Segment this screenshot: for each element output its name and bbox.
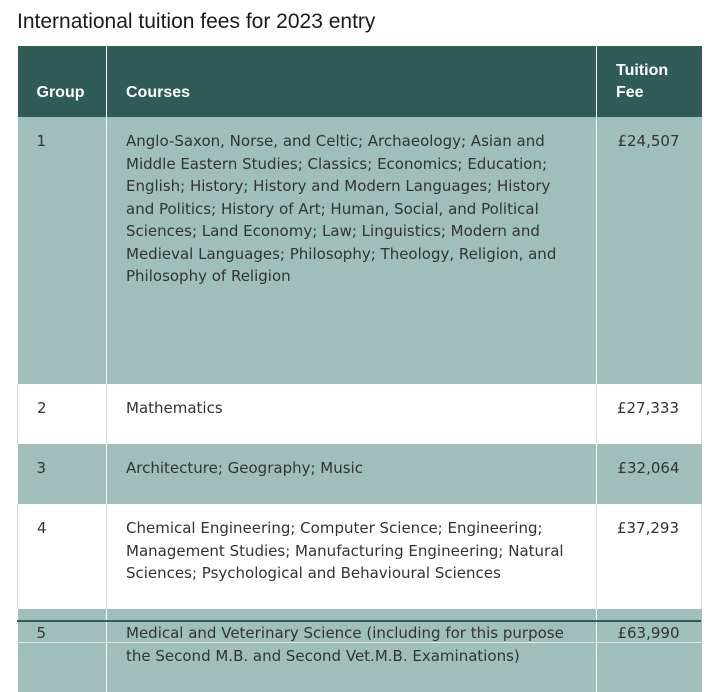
courses-cell: Medical and Veterinary Science (including for this purpose the Second M.B. and Second Vet.M.B. Examinations)	[107, 609, 597, 692]
group-cell: 5	[18, 609, 107, 692]
table-header-row	[18, 46, 702, 117]
header-group: Group	[18, 46, 107, 117]
table-row	[18, 504, 702, 609]
header-tuition-fee: Tuition Fee	[597, 46, 702, 117]
divider	[17, 642, 701, 643]
courses-cell: Anglo-Saxon, Norse, and Celtic; Archaeology; Asian and Middle Eastern Studies; Classics; Economics; Education; English; History; History and Modern Languages; History and Politics; History of Art; Human, Social, and Political Sciences; Land Economy; Law; Linguistics; Modern and Medieval Languages; Philosophy; Theology, Religion, and Philosophy of Religion	[107, 117, 597, 384]
fee-cell: £63,990	[597, 609, 702, 692]
fee-cell: £37,293	[597, 504, 702, 609]
table-row	[18, 384, 702, 444]
table-bottom-border	[17, 620, 701, 622]
group-cell: 3	[18, 444, 107, 504]
table-row	[18, 444, 702, 504]
group-cell: 2	[18, 384, 107, 444]
group-cell: 4	[18, 504, 107, 609]
courses-cell: Architecture; Geography; Music	[107, 444, 597, 504]
page-title: International tuition fees for 2023 entry	[17, 10, 376, 33]
fee-cell: £32,064	[597, 444, 702, 504]
courses-cell: Chemical Engineering; Computer Science; Engineering; Management Studies; Manufacturing Engineering; Natural Sciences; Psychological and Behavioural Sciences	[107, 504, 597, 609]
table-row	[18, 117, 702, 384]
group-cell: 1	[18, 117, 107, 384]
fee-cell: £27,333	[597, 384, 702, 444]
courses-cell: Mathematics	[107, 384, 597, 444]
fee-cell: £24,507	[597, 117, 702, 384]
header-courses: Courses	[107, 46, 597, 117]
tuition-fees-table	[17, 46, 702, 692]
